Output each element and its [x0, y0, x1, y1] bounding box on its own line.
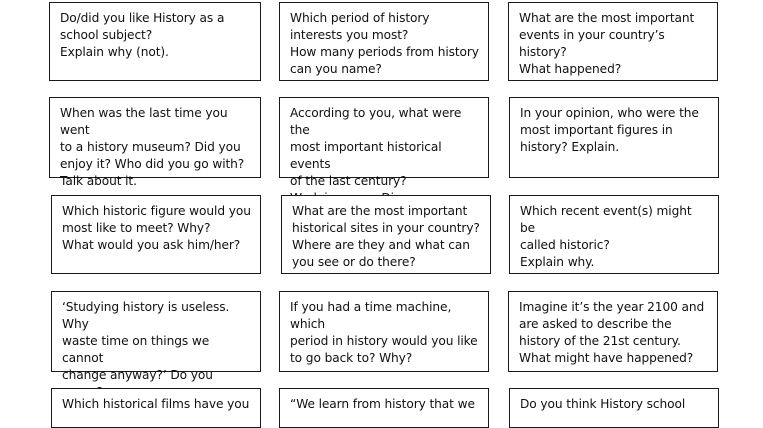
question-card: ‘Studying history is useless. Why waste time on things we cannot change anyway?’ Do you	[51, 291, 261, 372]
question-card: When was the last time you went to a history museum? Did you enjoy it? Who did you go with? Talk about it.	[49, 97, 261, 178]
question-card: In your opinion, who were the most important figures in history? Explain.	[509, 97, 719, 178]
question-card: Which historical films have you	[51, 388, 261, 428]
question-card: Do/did you like History as a school subject? Explain why (not).	[49, 2, 261, 81]
question-card: Do you think History school	[509, 388, 719, 428]
question-card: Which period of history interests you most? How many periods from history can you name?	[279, 2, 489, 81]
question-card: What are the most important historical sites in your country? Where are they and what can you see or do there?	[281, 195, 491, 274]
question-card: If you had a time machine, which period in history would you like to go back to? Why?	[279, 291, 489, 372]
question-card: Imagine it’s the year 2100 and are asked to describe the history of the 21st century. What might have happened?	[508, 291, 718, 372]
question-card: Which recent event(s) might be called historic? Explain why.	[509, 195, 719, 274]
question-card: “We learn from history that we	[279, 388, 489, 428]
question-card: What are the most important events in your country’s history? What happened?	[508, 2, 718, 81]
question-card: According to you, what were the most important historical events of the last century?	[279, 97, 489, 178]
question-card: Which historic figure would you most like to meet? Why? What would you ask him/her?	[51, 195, 261, 274]
